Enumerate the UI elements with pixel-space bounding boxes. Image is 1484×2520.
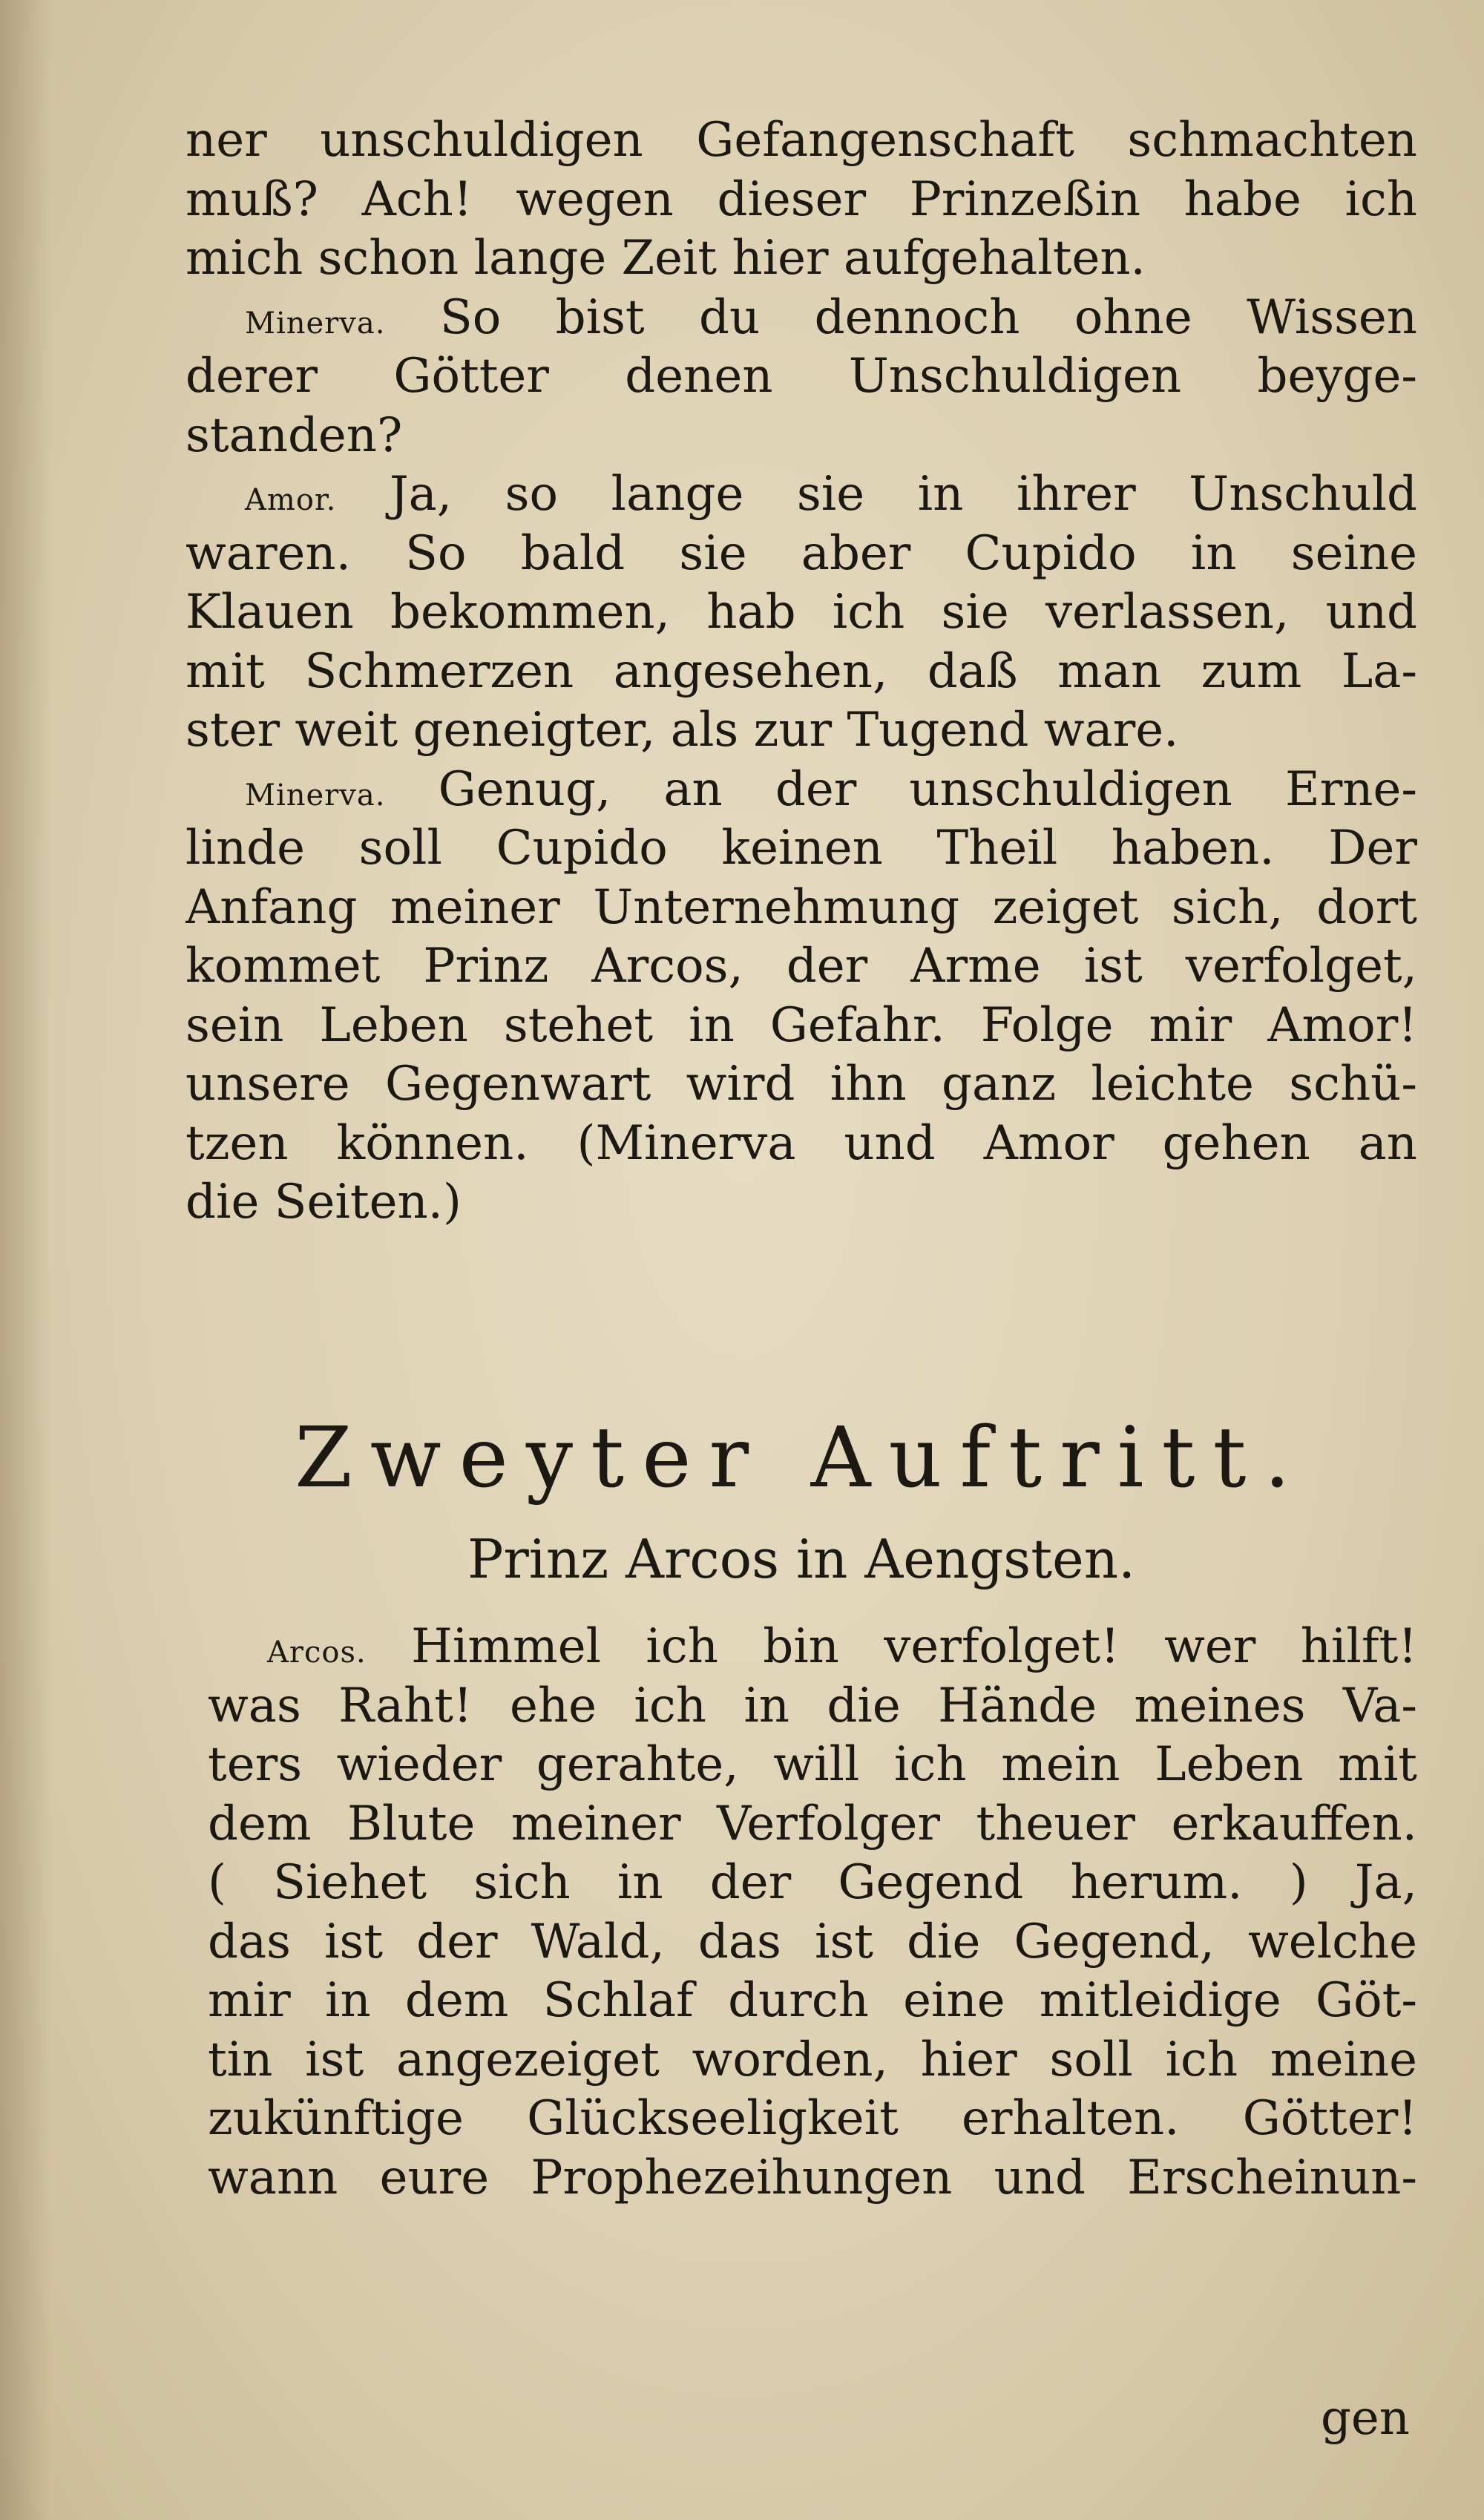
- text-line: sein Leben stehet in Gefahr. Folge mir Amor!: [186, 997, 1417, 1053]
- text-block-top: [186, 111, 1417, 1233]
- text-line: [208, 1618, 1417, 1677]
- speech-text: So bist du dennoch ohne Wissen: [439, 289, 1417, 345]
- text-line: muß? Ach! wegen dieser Prinzeßin habe ich: [186, 171, 1417, 227]
- speaker-name: Minerva.: [245, 778, 386, 813]
- speaker-name: Minerva.: [245, 306, 386, 341]
- text-line: ters wieder gerahte, will ich mein Leben mit: [208, 1737, 1417, 1792]
- text-line: linde soll Cupido keinen Theil haben. Der: [186, 821, 1417, 876]
- text-block-bottom: [208, 1618, 1417, 2208]
- text-line: tzen können. (Minerva und Amor gehen an: [186, 1115, 1417, 1171]
- speaker-name: Arcos.: [267, 1635, 367, 1670]
- text-line: ster weit geneigter, als zur Tugend ware.: [186, 703, 1179, 758]
- speaker-name: Amor.: [245, 483, 337, 517]
- text-line: derer Götter denen Unschuldigen beyge-: [186, 349, 1417, 404]
- page-edge-shadow: [0, 0, 52, 2520]
- text-line: [186, 465, 1417, 525]
- text-line: standen?: [186, 407, 403, 463]
- text-line: [186, 289, 1417, 348]
- text-line: tin ist angezeiget worden, hier soll ich meine: [208, 2032, 1417, 2087]
- text-line: waren. So bald sie aber Cupido in seine: [186, 525, 1417, 581]
- text-line: ( Siehet sich in der Gegend herum. ) Ja,: [208, 1855, 1417, 1910]
- text-line: Klauen bekommen, hab ich sie verlassen, und: [186, 585, 1417, 640]
- text-line: zukünftige Glückseeligkeit erhalten. Götter!: [208, 2091, 1417, 2146]
- text-line: die Seiten.): [186, 1175, 462, 1230]
- text-line: mir in dem Schlaf durch eine mitleidige Göt-: [208, 1973, 1417, 2028]
- text-line: das ist der Wald, das ist die Gegend, welche: [208, 1914, 1417, 1969]
- text-line: [186, 761, 1417, 820]
- scene-heading-block: [186, 1402, 1417, 1600]
- catchword: gen: [1320, 2391, 1410, 2446]
- speech-text: Himmel ich bin verfolget! wer hilft!: [411, 1619, 1417, 1674]
- text-line: unsere Gegenwart wird ihn ganz leichte schü-: [186, 1057, 1417, 1112]
- text-line: mich schon lange Zeit hier aufgehalten.: [186, 231, 1146, 286]
- scene-subheading: Prinz Arcos in Aengsten.: [467, 1528, 1136, 1590]
- text-line: Anfang meiner Unternehmung zeiget sich, dort: [186, 879, 1417, 935]
- text-line: dem Blute meiner Verfolger theuer erkauffen.: [208, 1796, 1417, 1851]
- text-line: wann eure Prophezeihungen und Erscheinun-: [208, 2150, 1417, 2205]
- speech-text: Genug, an der unschuldigen Erne-: [438, 761, 1417, 817]
- text-line: was Raht! ehe ich in die Hände meines Va-: [208, 1678, 1417, 1733]
- text-line: ner unschuldigen Gefangenschaft schmachten: [186, 113, 1417, 168]
- speech-text: Ja, so lange sie in ihrer Unschuld: [389, 467, 1417, 522]
- text-line: kommet Prinz Arcos, der Arme ist verfolget,: [186, 939, 1417, 994]
- scene-heading: Zweyter Auftritt.: [294, 1410, 1309, 1506]
- text-line: mit Schmerzen angesehen, daß man zum La-: [186, 643, 1417, 699]
